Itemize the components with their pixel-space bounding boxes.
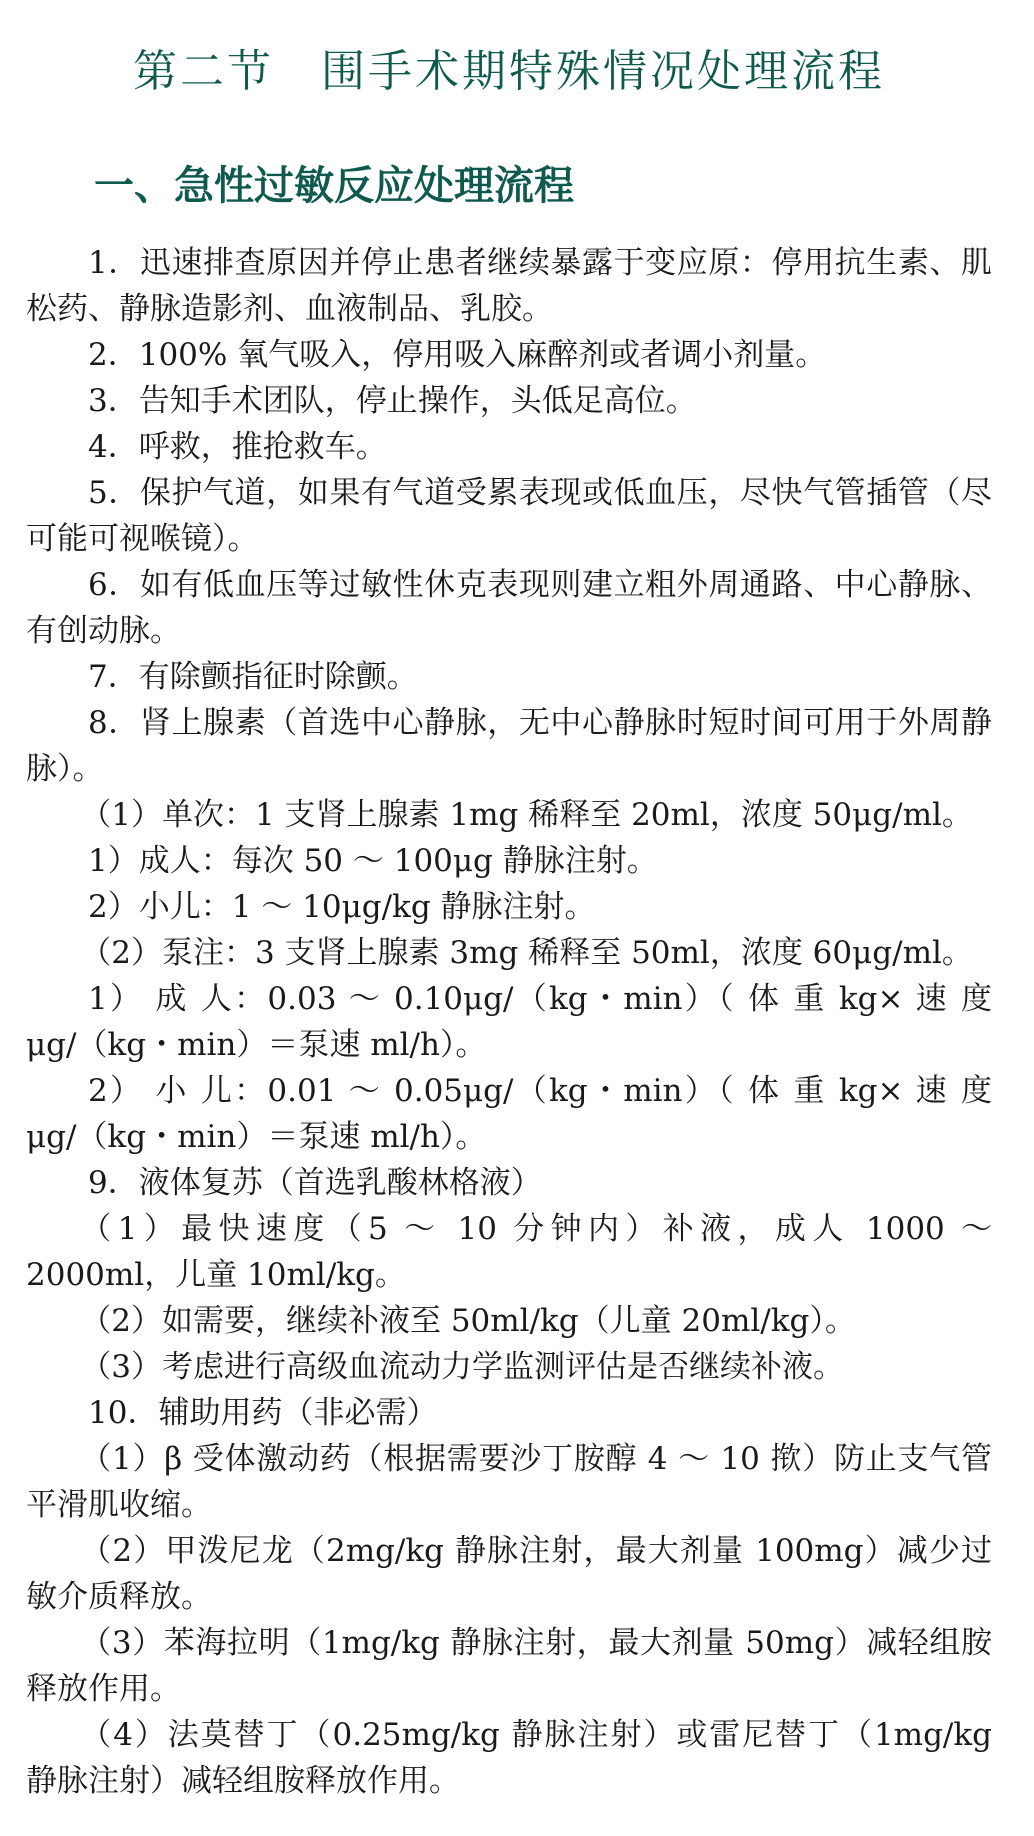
paragraph: 4．呼救，推抢救车。 <box>88 429 387 465</box>
paragraph: 1）成人：每次 50 ～ 100μg 静脉注射。 <box>88 843 658 879</box>
paragraph: 2）小儿：1 ～ 10μg/kg 静脉注射。 <box>88 889 596 925</box>
paragraph: （1）单次：1 支肾上腺素 1mg 稀释至 20ml，浓度 50μg/ml。 <box>80 797 973 833</box>
paragraph: 9．液体复苏（首选乳酸林格液） <box>88 1165 542 1201</box>
paragraph: （2）如需要，继续补液至 50ml/kg（儿童 20ml/kg）。 <box>80 1303 856 1339</box>
paragraph: 3．告知手术团队，停止操作，头低足高位。 <box>88 383 697 419</box>
paragraph: 5．保护气道，如果有气道受累表现或低血压，尽快气管插管（尽可能可视喉镜）。 <box>26 475 992 557</box>
paragraph: 8．肾上腺素（首选中心静脉，无中心静脉时短时间可用于外周静脉）。 <box>26 705 992 787</box>
paragraph: 2） 小 儿：0.01 ～ 0.05μg/（kg・min）（ 体 重 kg× 速 度 μg/（kg・min）＝泵速 ml/h）。 <box>26 1073 992 1155</box>
paragraph: 1） 成 人：0.03 ～ 0.10μg/（kg・min）（ 体 重 kg× 速 度 μg/（kg・min）＝泵速 ml/h）。 <box>26 981 992 1063</box>
section-title: 第二节 围手术期特殊情况处理流程 <box>133 46 885 97</box>
paragraph: （3）苯海拉明（1mg/kg 静脉注射，最大剂量 50mg）减轻组胺释放作用。 <box>26 1625 992 1707</box>
paragraph: 1．迅速排查原因并停止患者继续暴露于变应原：停用抗生素、肌松药、静脉造影剂、血液制品、乳胶。 <box>26 245 992 327</box>
paragraph: （1）最快速度（5 ～ 10 分钟内）补液，成人 1000 ～ 2000ml，儿童 10ml/kg。 <box>26 1211 992 1293</box>
subsection-title: 一、急性过敏反应处理流程 <box>94 162 574 209</box>
paragraph: 2．100% 氧气吸入，停用吸入麻醉剂或者调小剂量。 <box>88 337 827 373</box>
paragraph: （2）甲泼尼龙（2mg/kg 静脉注射，最大剂量 100mg）减少过敏介质释放。 <box>26 1533 992 1615</box>
paragraph: （2）泵注：3 支肾上腺素 3mg 稀释至 50ml，浓度 60μg/ml。 <box>80 935 973 971</box>
body-text <box>26 240 992 1804</box>
paragraph: 7．有除颤指征时除颤。 <box>88 659 418 695</box>
paragraph: 6．如有低血压等过敏性休克表现则建立粗外周通路、中心静脉、有创动脉。 <box>26 567 992 649</box>
paragraph: （4）法莫替丁（0.25mg/kg 静脉注射）或雷尼替丁（1mg/kg 静脉注射）减轻组胺释放作用。 <box>26 1717 992 1799</box>
paragraph: （1）β 受体激动药（根据需要沙丁胺醇 4 ～ 10 揿）防止支气管平滑肌收缩。 <box>26 1441 992 1523</box>
paragraph: （3）考虑进行高级血流动力学监测评估是否继续补液。 <box>80 1349 844 1385</box>
paragraph: 10．辅助用药（非必需） <box>88 1395 438 1431</box>
